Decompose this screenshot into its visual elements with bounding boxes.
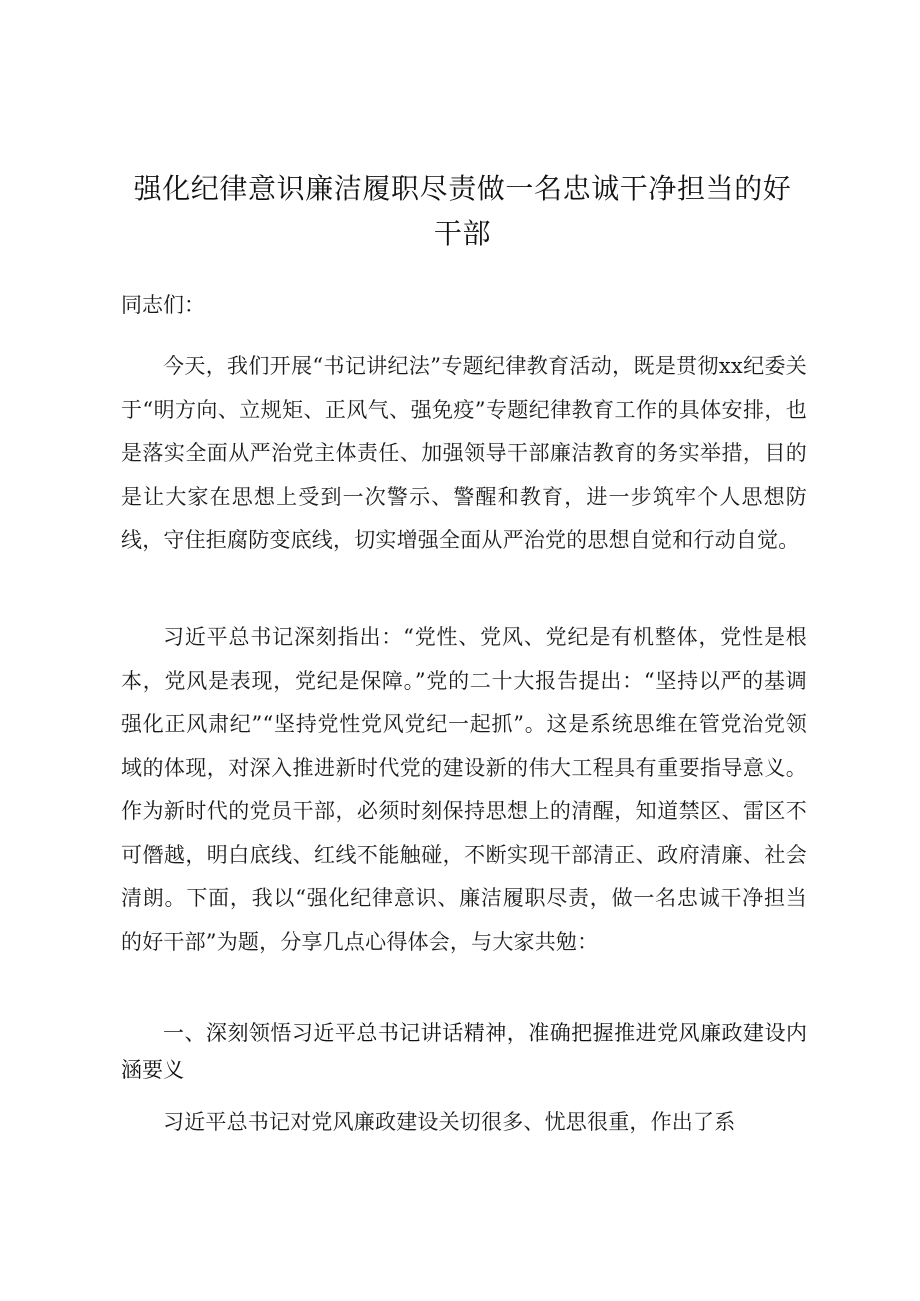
section-heading: 一、深刻领悟习近平总书记讲话精神，准确把握推进党风廉政建设内涵要义 (121, 1021, 807, 1082)
document-title: 强化纪律意识廉洁履职尽责做一名忠诚干净担当的好干部 (133, 172, 792, 250)
section-paragraph: 习近平总书记对党风廉政建设关切很多、忧思很重，作出了系 (163, 1110, 736, 1134)
body-paragraph-1: 今天，我们开展“书记讲纪法”专题纪律教育活动，既是贯彻xx纪委关于“明方向、立规矩、正风气、强免疫”专题纪律教育工作的具体安排，也是落实全面从严治党主体责任、加强领导干部廉洁教育的务实举措，目的是让大家在思想上受到一次警示、警醒和教育，进一步筑牢个人思想防线，守住拒腐防变底线，切实增强全面从严治党的思想自觉和行动自觉。 (121, 354, 807, 552)
body-paragraph-2: 习近平总书记深刻指出：“党性、党风、党纪是有机整体，党性是根本，党风是表现，党纪是保障。”党的二十大报告提出：“坚持以严的基调强化正风肃纪”“坚持党性党风党纪一起抓”。这是系统思维在管党治党领域的体现，对深入推进新时代党的建设新的伟大工程具有重要指导意义。作为新时代的党员干部，必须时刻保持思想上的清醒，知道禁区、雷区不可僭越，明白底线、红线不能触碰，不断实现干部清正、政府清廉、社会清朗。下面，我以“强化纪律意识、廉洁履职尽责，做一名忠诚干净担当的好干部”为题，分享几点心得体会，与大家共勉： (121, 625, 807, 954)
salutation: 同志们： (121, 293, 205, 317)
